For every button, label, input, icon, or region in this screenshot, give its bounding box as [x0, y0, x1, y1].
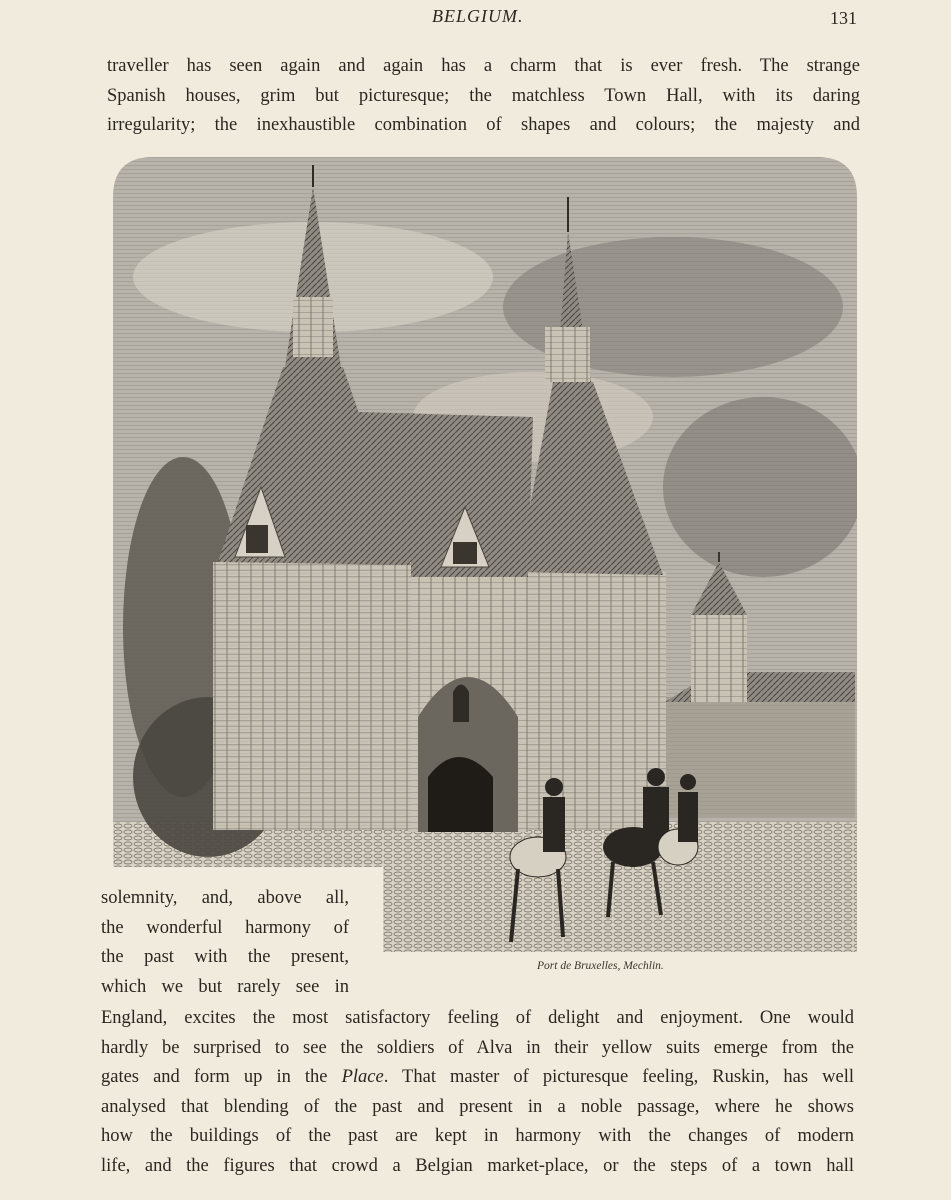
text-line: analysed that blending of the past and present in a noble passage, where he shows — [101, 1096, 854, 1117]
text-line-with-italic — [101, 1063, 854, 1093]
text-line: irregularity; the inexhaustible combination of shapes and colours; the majesty and — [107, 115, 860, 135]
text-fragment: gates and form up in the — [101, 1067, 342, 1087]
running-head — [0, 6, 951, 32]
text-line: the wonderful harmony of — [101, 917, 349, 938]
text-line: life, and the figures that crowd a Belgian market-place, or the steps of a town hall — [101, 1155, 854, 1176]
text-fragment: . That master of picturesque feeling, Ruskin, has well — [383, 1067, 854, 1087]
page-number: 131 — [830, 8, 857, 28]
text-line: hardly be surprised to see the soldiers of Alva in their yellow suits emerge from the — [101, 1037, 854, 1058]
text-line: the past with the present, — [101, 947, 349, 967]
paragraph-wrap — [101, 884, 349, 1002]
text-line: England, excites the most satisfactory feeling of delight and enjoyment. One would — [101, 1008, 854, 1028]
italic-word: Place — [341, 1067, 384, 1087]
paragraph-bottom — [101, 1004, 854, 1181]
text-line: which we but rarely see in — [101, 976, 349, 997]
illustration-caption: Port de Bruxelles, Mechlin. — [537, 960, 664, 972]
paragraph-top — [107, 52, 860, 141]
text-line: how the buildings of the past are kept in harmony with the changes of modern — [101, 1126, 854, 1146]
engraving-image — [113, 157, 857, 952]
text-line: solemnity, and, above all, — [101, 888, 349, 908]
engraving-illustration — [113, 157, 857, 952]
text-line: Spanish houses, grim but picturesque; the matchless Town Hall, with its daring — [107, 85, 860, 106]
running-title: BELGIUM. — [432, 6, 524, 26]
text-line: traveller has seen again and again has a charm that is ever fresh. The strange — [107, 56, 860, 76]
